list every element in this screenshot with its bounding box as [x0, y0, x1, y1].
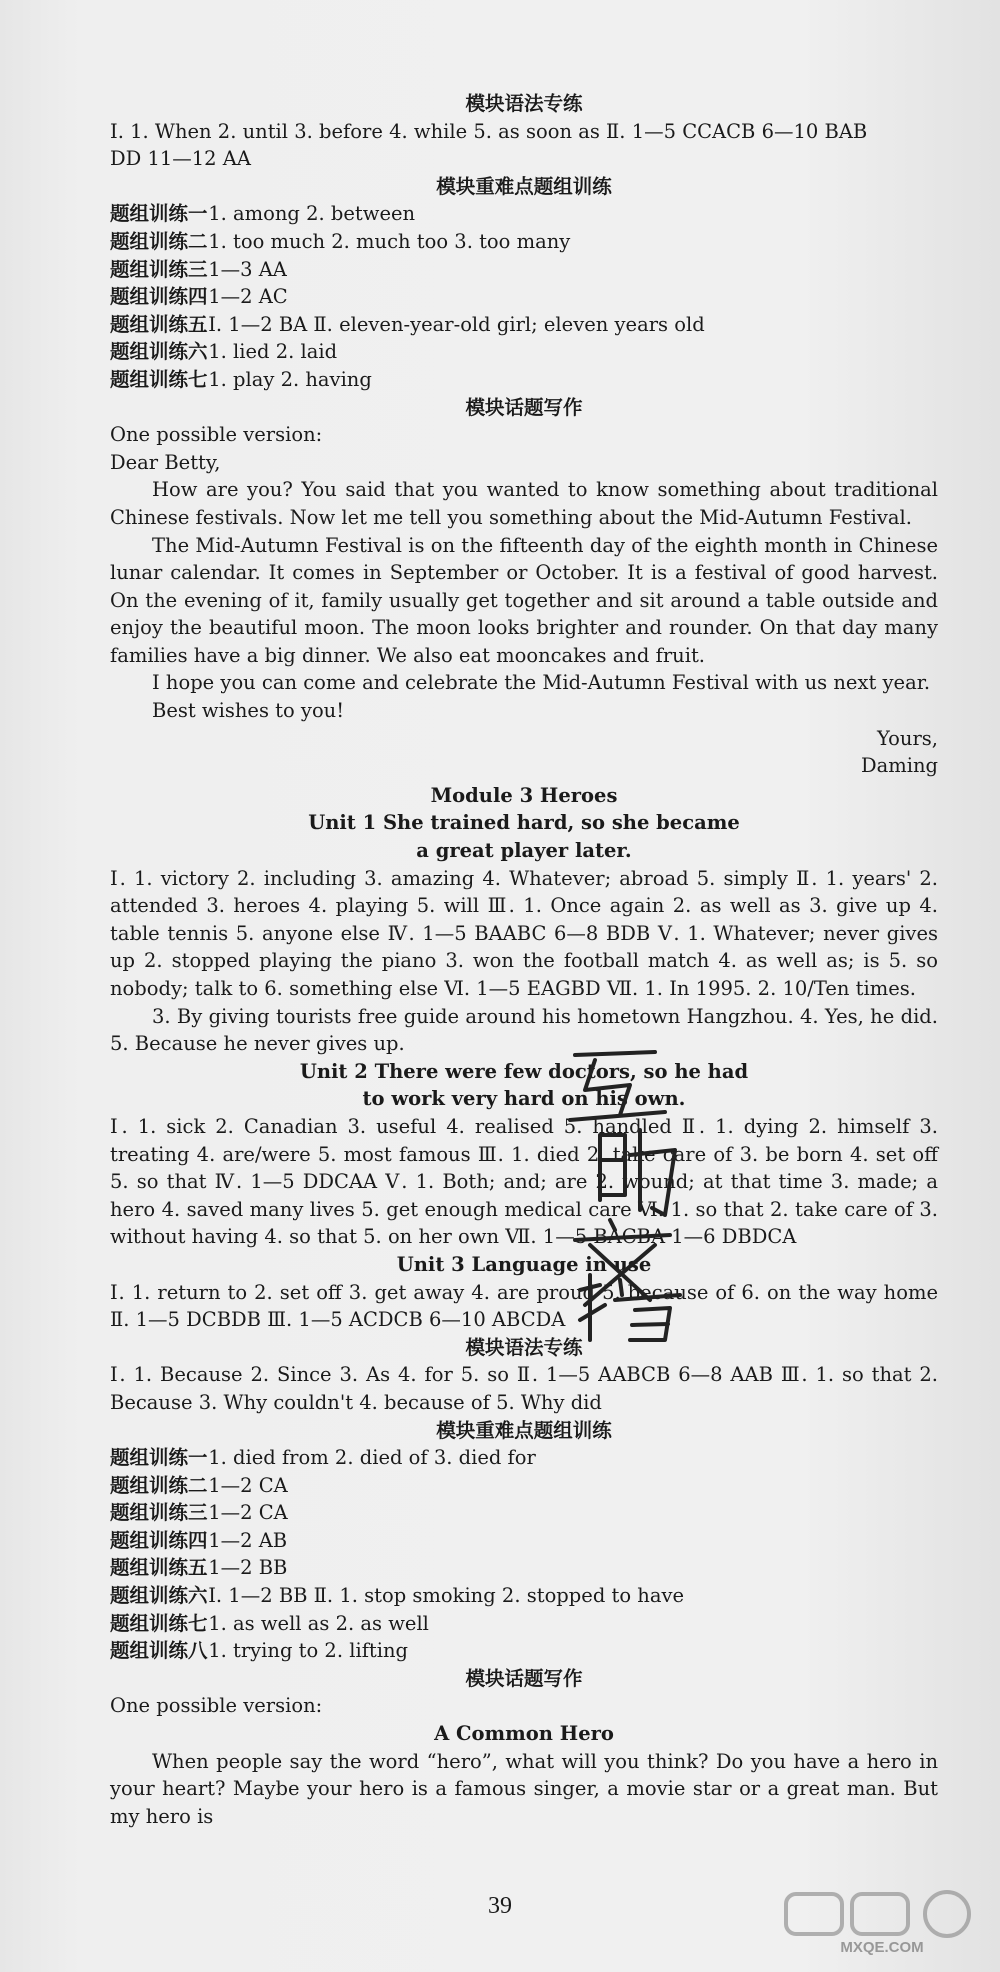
exercise-row — [110, 1444, 938, 1472]
handwritten-mark — [560, 1050, 700, 1350]
exercise-label: 题组训练八 — [110, 1639, 208, 1663]
section-title-grammar-2: 模块语法专练 — [465, 1335, 583, 1359]
letter-paragraph: The Mid-Autumn Festival is on the fifteenth day of the eighth month in Chinese lunar calendar. It comes in September or October. It is a festival of good harvest. On the evening of it, family usually get together and sit around a table outside and enjoy the beautiful moon. The moon looks brighter and rounder. On that day many families have a big dinner. We also eat mooncakes and fruit. — [110, 533, 938, 667]
exercise-answer: Ⅰ. 1—2 BB Ⅱ. 1. stop smoking 2. stopped to have — [208, 1584, 685, 1608]
exercise-answer: 1—3 AA — [208, 257, 287, 281]
exercise-label: 题组训练四 — [110, 1528, 208, 1552]
answer-content — [110, 90, 938, 1830]
unit2-title: Unit 2 There were few doctors, so he had — [299, 1059, 749, 1083]
exercise-label: 题组训练五 — [110, 312, 208, 336]
exercise-answer: 1. play 2. having — [208, 367, 372, 391]
exercise-label: 题组训练五 — [110, 1556, 208, 1580]
exercise-row — [110, 1472, 938, 1500]
exercise-label: 题组训练七 — [110, 367, 208, 391]
unit3-title: Unit 3 Language in use — [396, 1252, 652, 1276]
exercise-row — [110, 366, 938, 394]
exercise-row — [110, 1554, 938, 1582]
grammar-answers-line-1: Ⅰ. 1. When 2. until 3. before 4. while 5. as soon as Ⅱ. 1—5 CCACB 6—10 BAB — [110, 119, 868, 143]
exercise-row — [110, 1610, 938, 1638]
exercise-row — [110, 283, 938, 311]
writing-intro: One possible version: — [110, 1694, 323, 1718]
essay-title: A Common Hero — [434, 1722, 614, 1746]
exercise-label: 题组训练七 — [110, 1611, 208, 1635]
exercise-answer: 1. too much 2. much too 3. too many — [208, 229, 571, 253]
exercise-row — [110, 1527, 938, 1555]
exercise-answer: 1—2 CA — [208, 1501, 288, 1525]
section-title-difficult-points-2: 模块重难点题组训练 — [436, 1418, 612, 1442]
letter-paragraph: I hope you can come and celebrate the Mid-Autumn Festival with us next year. — [152, 671, 931, 695]
module-title: Module 3 Heroes — [430, 783, 618, 807]
exercise-row — [110, 311, 938, 339]
unit1-answers: Ⅰ. 1. victory 2. including 3. amazing 4. Whatever; abroad 5. simply Ⅱ. 1. years' 2. attended 3. heroes 4. playing 5. will Ⅲ. 1. Once again 2. as well as 3. give up 4. table tennis 5. anyone else Ⅳ. 1—5 BAABC 6—8 BDB Ⅴ. 1. Whatever; never gives up 2. stopped playing the piano 3. won the football match 4. as well as; is 5. so nobody; talk to 6. something else Ⅵ. 1—5 EAGBD Ⅶ. 1. In 1995. 2. 10/Ten times. — [110, 866, 938, 1000]
exercise-answer: 1. lied 2. laid — [208, 340, 338, 364]
section-title-difficult-points-1: 模块重难点题组训练 — [436, 174, 612, 198]
letter-signature: Daming — [860, 754, 938, 778]
section-title-writing-1: 模块话题写作 — [465, 395, 583, 419]
exercise-row — [110, 1582, 938, 1610]
exercise-answer: 1. trying to 2. lifting — [208, 1639, 409, 1663]
letter-paragraph: How are you? You said that you wanted to know something about traditional Chinese festivals. Now let me tell you something about the Mid-Autumn Festival. — [110, 478, 938, 529]
exercise-answer: Ⅰ. 1—2 BA Ⅱ. eleven-year-old girl; eleven years old — [208, 312, 705, 336]
exercise-label: 题组训练六 — [110, 1584, 208, 1608]
page-number: 39 — [488, 1893, 512, 1919]
exercise-label: 题组训练三 — [110, 257, 208, 281]
exercise-row — [110, 228, 938, 256]
section-title-grammar-1: 模块语法专练 — [465, 92, 583, 115]
section-title-writing-2: 模块话题写作 — [465, 1666, 583, 1690]
exercise-answer: 1. among 2. between — [208, 202, 416, 226]
exercise-row — [110, 1499, 938, 1527]
exercise-answer: 1—2 BB — [208, 1556, 288, 1580]
grammar-answers-line-2: DD 11—12 AA — [110, 147, 251, 171]
letter-paragraph: Best wishes to you! — [152, 699, 345, 723]
unit1-title: Unit 1 She trained hard, so she became — [308, 811, 740, 835]
exercise-label: 题组训练三 — [110, 1501, 208, 1525]
watermark-logo — [782, 1888, 982, 1958]
exercise-row — [110, 338, 938, 366]
exercise-label: 题组训练二 — [110, 229, 208, 253]
unit2-title-cont: to work very hard on his own. — [362, 1087, 686, 1111]
unit1-title-cont: a great player later. — [416, 839, 632, 863]
exercise-row — [110, 1637, 938, 1665]
handwritten-strokes — [570, 1052, 680, 1340]
letter-greeting: Dear Betty, — [110, 450, 221, 474]
exercise-label: 题组训练一 — [110, 202, 208, 226]
unit2-answers: Ⅰ. 1. sick 2. Canadian 3. useful 4. realised 5. handled Ⅱ. 1. dying 2. himself 3. treating 4. are/were 5. most famous Ⅲ. 1. died 2. take care of 3. be born 4. set off 5. so that Ⅳ. 1—5 DDCAA Ⅴ. 1. Both; and; are 2. wound; at that time 3. made; a hero 4. saved many lives 5. get enough medical care Ⅵ. 1. so that 2. take care of 3. without having 4. so that 5. on her own Ⅶ. 1—5 BACBA 1—6 DBDCA — [110, 1114, 938, 1249]
exercise-answer: 1—2 AC — [208, 285, 288, 309]
exercise-answer: 1—2 CA — [208, 1473, 288, 1497]
grammar-answers-2: Ⅰ. 1. Because 2. Since 3. As 4. for 5. so Ⅱ. 1—5 AABCB 6—8 AAB Ⅲ. 1. so that 2. Because 3. Why couldn't 4. because of 5. Why did — [110, 1363, 938, 1414]
essay-paragraph: When people say the word “hero”, what will you think? Do you have a hero in your heart? Maybe your hero is a famous singer, a movie star or a great man. But my hero is — [110, 1749, 938, 1828]
exercise-label: 题组训练四 — [110, 285, 208, 309]
exercise-label: 题组训练二 — [110, 1473, 208, 1497]
exercise-row — [110, 200, 938, 228]
unit3-answers: Ⅰ. 1. return to 2. set off 3. get away 4. are proud 5. because of 6. on the way home Ⅱ. 1—5 DCBDB Ⅲ. 1—5 ACDCB 6—10 ABCDA — [110, 1280, 938, 1332]
exercise-answer: 1. as well as 2. as well — [208, 1611, 429, 1635]
svg-text:MXQE.COM: MXQE.COM — [840, 1939, 924, 1956]
exercise-answer: 1—2 AB — [208, 1528, 288, 1552]
writing-intro: One possible version: — [110, 423, 323, 447]
exercise-label: 题组训练一 — [110, 1446, 208, 1470]
exercise-answer: 1. died from 2. died of 3. died for — [208, 1446, 536, 1470]
exercise-row — [110, 256, 938, 284]
exercise-label: 题组训练六 — [110, 340, 208, 364]
letter-closing: Yours, — [876, 726, 938, 750]
unit1-answers-cont: 3. By giving tourists free guide around his hometown Hangzhou. 4. Yes, he did. 5. Because he never gives up. — [110, 1004, 938, 1056]
